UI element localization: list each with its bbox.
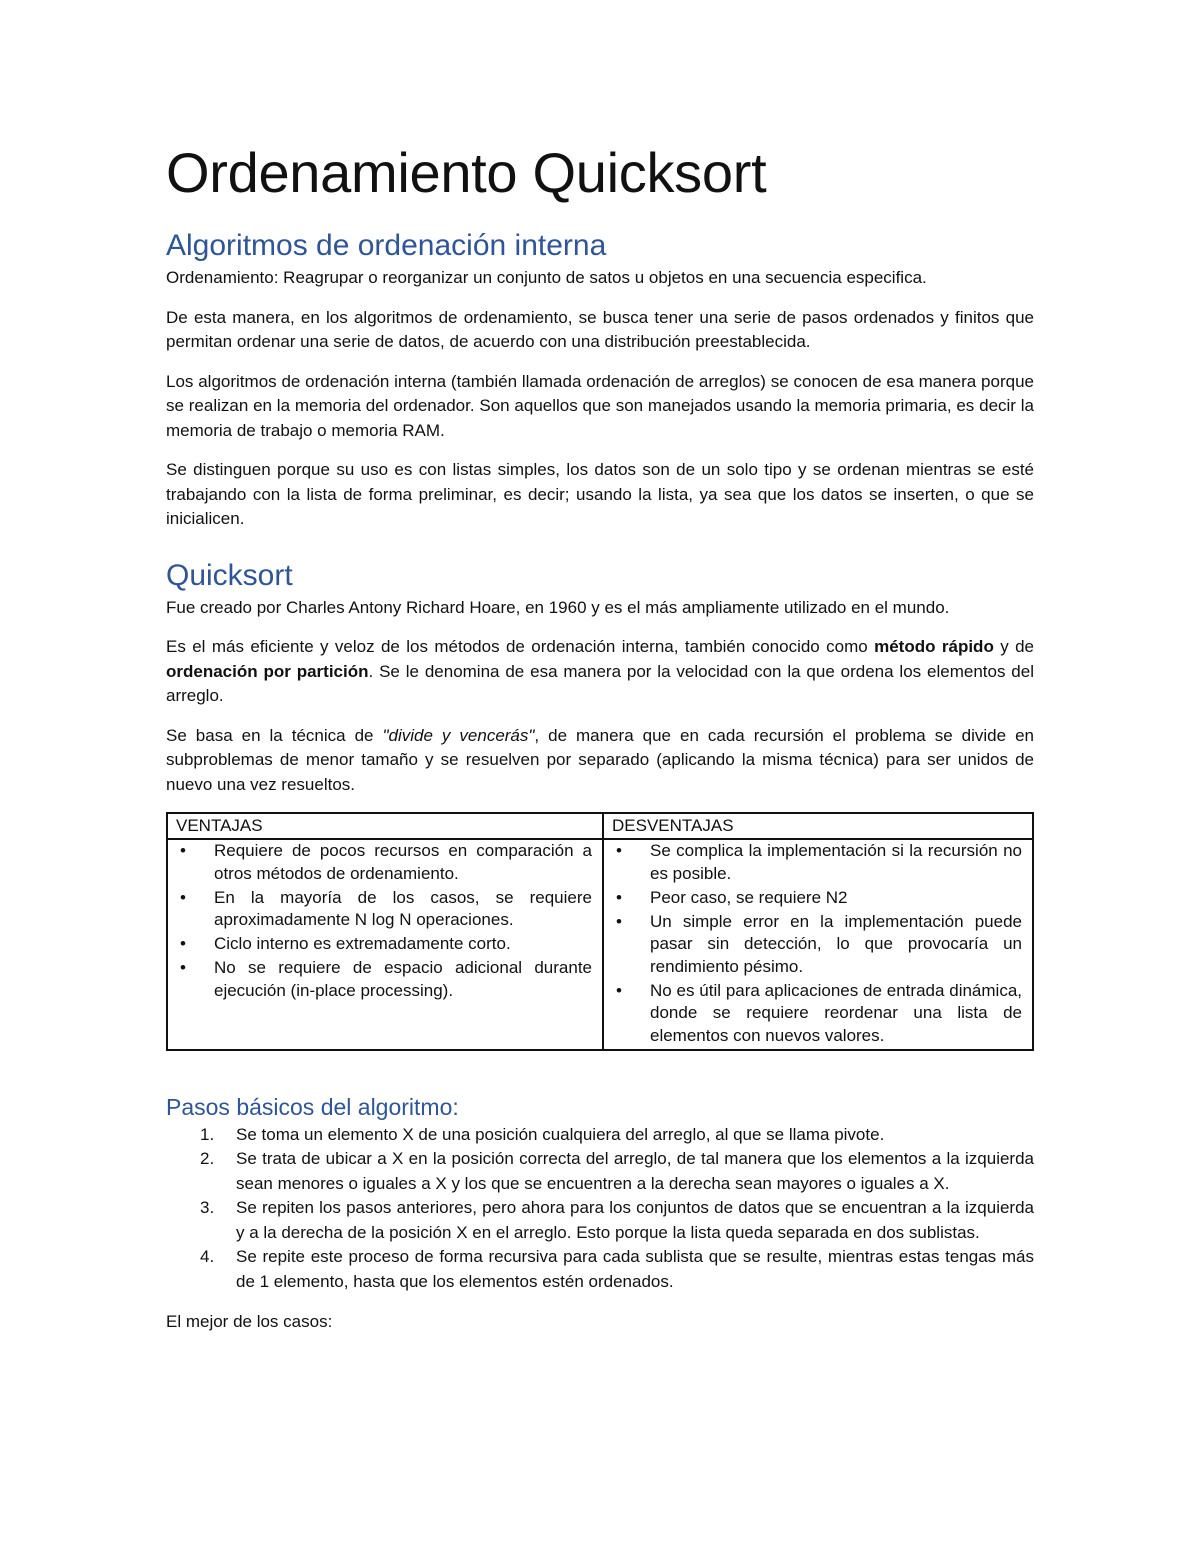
step-text: Se trata de ubicar a X en la posición correcta del arreglo, de tal manera que los elementos a la izquierda sean menores o iguales a X y los que se encuentren a la derecha sean mayores o iguales a X.	[236, 1149, 1034, 1193]
step-number: 1.	[200, 1124, 215, 1144]
step-item	[166, 1147, 1034, 1196]
steps-list	[166, 1123, 1034, 1295]
bullet-icon: •	[180, 934, 186, 953]
paragraph-eficiente	[166, 635, 1034, 709]
paragraph-listas-simples: Se distinguen porque su uso es con listas simples, los datos son de un solo tipo y se ordenan mientras se esté trabajando con la lista de forma preliminar, es decir; usando la lista, ya sea que los datos se inserten, o que se inicialicen.	[166, 460, 1034, 528]
bullet-icon: •	[180, 887, 186, 907]
desventajas-list	[612, 840, 1022, 1047]
step-text: Se repite este proceso de forma recursiva para cada sublista que se resulte, mientras estas tengas más de 1 elemento, hasta que los elementos estén ordenados.	[236, 1247, 1034, 1291]
paragraph-pasos-ordenados: De esta manera, en los algoritmos de ordenamiento, se busca tener una serie de pasos ordenados y finitos que permitan ordenar una serie de datos, de acuerdo con una distribución preestablecida.	[166, 307, 1034, 351]
paragraph-divide-venceras	[166, 724, 1034, 798]
step-item	[166, 1245, 1034, 1294]
step-number: 2.	[200, 1149, 215, 1168]
paragraph-ordenacion-interna: Los algoritmos de ordenación interna (también llamada ordenación de arreglos) se conocen de esa manera porque se realizan en la memoria del ordenador. Son aquellos que son manejados usando la memoria primaria, es decir la memoria de trabajo o memoria RAM.	[166, 371, 1034, 440]
list-item	[612, 887, 1022, 910]
list-item-text: En la mayoría de los casos, se requiere aproximadamente N log N operaciones.	[214, 887, 592, 929]
header-desventajas: DESVENTAJAS	[603, 813, 1033, 839]
list-item-text: Peor caso, se requiere N2	[650, 887, 848, 907]
ventajas-desventajas-table	[166, 812, 1034, 1051]
bullet-icon: •	[616, 911, 622, 931]
bold-ordenacion-particion: ordenación por partición	[166, 661, 369, 681]
paragraph-creador: Fue creado por Charles Antony Richard Hoare, en 1960 y es el más ampliamente utilizado en el mundo.	[166, 597, 950, 617]
text-run: . Se le denomina de esa manera por la velocidad con la que ordena los elementos del arreglo.	[166, 661, 1034, 705]
bold-metodo-rapido: método rápido	[874, 637, 994, 656]
list-item-text: No se requiere de espacio adicional durante ejecución (in-place processing).	[214, 958, 592, 1000]
cell-ventajas	[167, 839, 603, 1050]
list-item	[176, 957, 592, 1002]
section-heading-pasos: Pasos básicos del algoritmo:	[166, 1093, 459, 1120]
list-item	[176, 887, 592, 932]
section-heading-algoritmos: Algoritmos de ordenación interna	[166, 229, 607, 262]
table-header-row	[167, 813, 1033, 839]
text-run: Es el más eficiente y veloz de los métodos de ordenación interna, también conocido como	[166, 637, 875, 656]
bullet-icon: •	[616, 841, 622, 860]
list-item-text: Ciclo interno es extremadamente corto.	[214, 934, 511, 953]
step-number: 4.	[200, 1247, 215, 1266]
ventajas-list	[176, 840, 592, 1002]
bullet-icon: •	[180, 958, 186, 977]
table-row	[167, 839, 1033, 1050]
list-item-text: No es útil para aplicaciones de entrada dinámica, donde se requiere reordenar una lista de elementos con nuevos valores.	[650, 980, 1022, 1045]
section-heading-quicksort: Quicksort	[166, 558, 293, 592]
list-item-text: Requiere de pocos recursos en comparación a otros métodos de ordenamiento.	[214, 841, 592, 883]
step-text: Se toma un elemento X de una posición cualquiera del arreglo, al que se llama pivote.	[236, 1124, 885, 1144]
step-item	[166, 1123, 1034, 1148]
bullet-icon: •	[616, 980, 622, 1000]
cell-desventajas	[603, 839, 1033, 1050]
list-item	[612, 980, 1022, 1048]
header-ventajas: VENTAJAS	[167, 813, 603, 839]
list-item-text: Se complica la implementación si la recursión no es posible.	[650, 841, 1022, 883]
bullet-icon: •	[616, 887, 622, 907]
step-number: 3.	[200, 1198, 215, 1217]
bullet-icon: •	[180, 841, 186, 860]
step-item	[166, 1196, 1034, 1245]
paragraph-mejor-caso: El mejor de los casos:	[166, 1312, 333, 1331]
list-item	[176, 933, 592, 956]
text-run: y de	[993, 637, 1035, 656]
list-item-text: Un simple error en la implementación puede pasar sin detección, lo que provocaría un rendimiento pésimo.	[650, 911, 1022, 976]
italic-divide-venceras: "divide y vencerás"	[382, 725, 535, 745]
text-run: Se basa en la técnica de	[166, 725, 383, 745]
document-page	[166, 140, 1034, 1350]
text-run: , de manera que en cada recursión el problema se divide en subproblemas de menor tamaño y se resuelven por separado (aplicando la misma técnica) para ser unidos de nuevo una vez resueltos.	[166, 725, 1034, 794]
list-item	[612, 840, 1022, 885]
document-title: Ordenamiento Quicksort	[166, 141, 767, 204]
paragraph-definicion: Ordenamiento: Reagrupar o reorganizar un conjunto de satos u objetos en una secuencia especifica.	[166, 268, 927, 287]
step-text: Se repiten los pasos anteriores, pero ahora para los conjuntos de datos que se encuentran a la izquierda y a la derecha de la posición X en el arreglo. Esto porque la lista queda separada en dos sublistas.	[236, 1198, 1034, 1242]
list-item	[176, 840, 592, 885]
list-item	[612, 911, 1022, 979]
